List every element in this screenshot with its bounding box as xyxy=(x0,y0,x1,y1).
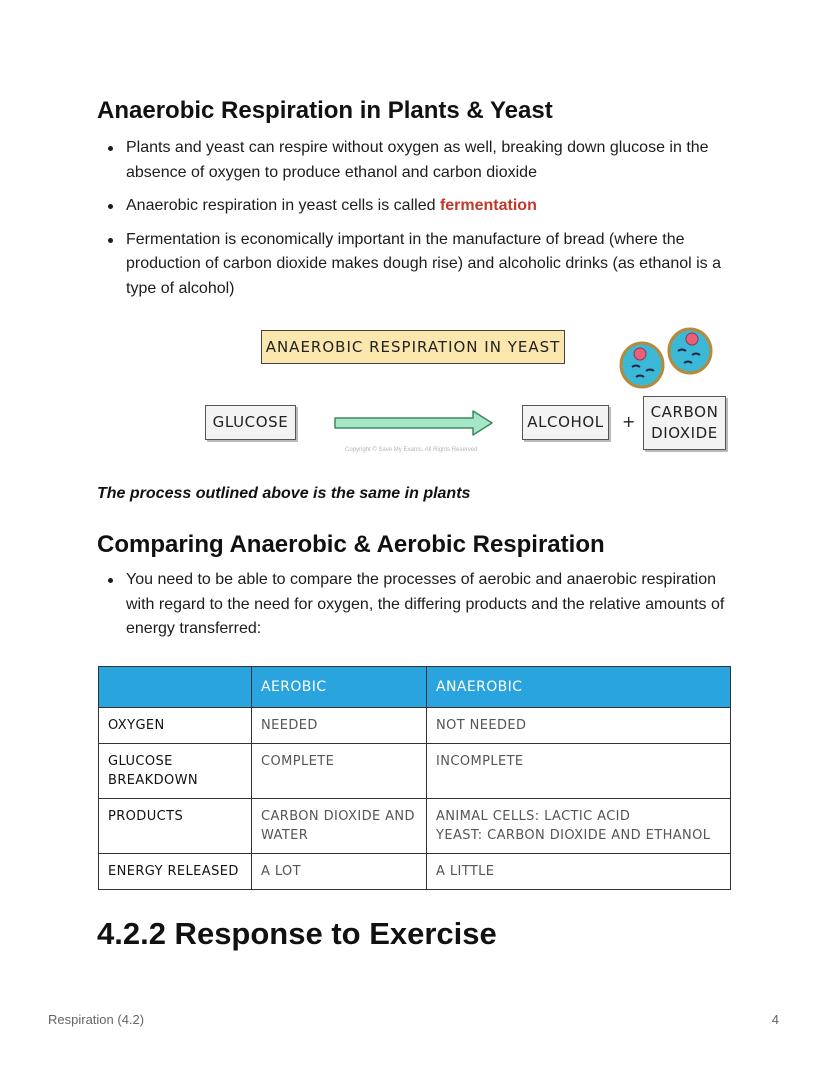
carbon-dioxide-box: CARBON DIOXIDE xyxy=(643,396,726,450)
page-number: 4 xyxy=(771,1012,779,1027)
alcohol-box: ALCOHOL xyxy=(522,405,609,440)
table-row-label: PRODUCTS xyxy=(99,799,252,854)
footer-chapter: Respiration (4.2) xyxy=(48,1012,145,1027)
bullet-list-anaerobic xyxy=(98,136,748,310)
reaction-arrow-icon xyxy=(333,409,495,437)
table-header-row xyxy=(99,667,731,708)
copyright-notice: Copyright © Save My Exams. All Rights Reserved xyxy=(345,447,478,453)
table-cell: INCOMPLETE xyxy=(427,744,731,799)
yeast-respiration-diagram xyxy=(200,325,740,465)
glucose-box: GLUCOSE xyxy=(205,405,296,440)
table-header-cell: ANAEROBIC xyxy=(427,667,731,708)
table-header-cell xyxy=(99,667,252,708)
list-item: Plants and yeast can respire without oxygen as well, breaking down glucose in the absence of oxygen to produce ethanol and carbon dioxide xyxy=(98,136,748,185)
diagram-caption: The process outlined above is the same in plants xyxy=(97,485,471,502)
list-item: Fermentation is economically important in the manufacture of bread (where the production of carbon dioxide makes dough rise) and alcoholic drinks (as ethanol is a type of alcohol) xyxy=(98,228,748,302)
table-header-cell: AEROBIC xyxy=(252,667,427,708)
plus-sign: + xyxy=(622,412,636,431)
table-cell: ANIMAL CELLS: LACTIC ACID YEAST: CARBON DIOXIDE AND ETHANOL xyxy=(427,799,731,854)
table-cell: A LOT xyxy=(252,854,427,890)
section-heading-comparing: Comparing Anaerobic & Aerobic Respiration xyxy=(97,531,605,558)
table-cell: COMPLETE xyxy=(252,744,427,799)
keyword-fermentation: fermentation xyxy=(439,197,537,214)
table-cell: NOT NEEDED xyxy=(427,708,731,744)
table-cell: A LITTLE xyxy=(427,854,731,890)
section-heading-response-exercise: 4.2.2 Response to Exercise xyxy=(97,916,497,951)
table-row-label: GLUCOSE BREAKDOWN xyxy=(99,744,252,799)
comparison-table xyxy=(98,666,731,890)
diagram-title: ANAEROBIC RESPIRATION IN YEAST xyxy=(261,330,565,364)
table-row xyxy=(99,799,731,854)
table-row xyxy=(99,854,731,890)
table-cell: CARBON DIOXIDE AND WATER xyxy=(252,799,427,854)
table-row-label: OXYGEN xyxy=(99,708,252,744)
list-item: Anaerobic respiration in yeast cells is called fermentation xyxy=(98,194,748,219)
yeast-cell-icon xyxy=(617,323,717,393)
list-item: You need to be able to compare the processes of aerobic and anaerobic respiration with regard to the need for oxygen, the differing products and the relative amounts of energy transferred: xyxy=(98,568,748,642)
table-row xyxy=(99,744,731,799)
section-heading-anaerobic-plants-yeast: Anaerobic Respiration in Plants & Yeast xyxy=(97,97,553,124)
table-row xyxy=(99,708,731,744)
bullet-list-comparing xyxy=(98,568,748,651)
table-row-label: ENERGY RELEASED xyxy=(99,854,252,890)
table-cell: NEEDED xyxy=(252,708,427,744)
